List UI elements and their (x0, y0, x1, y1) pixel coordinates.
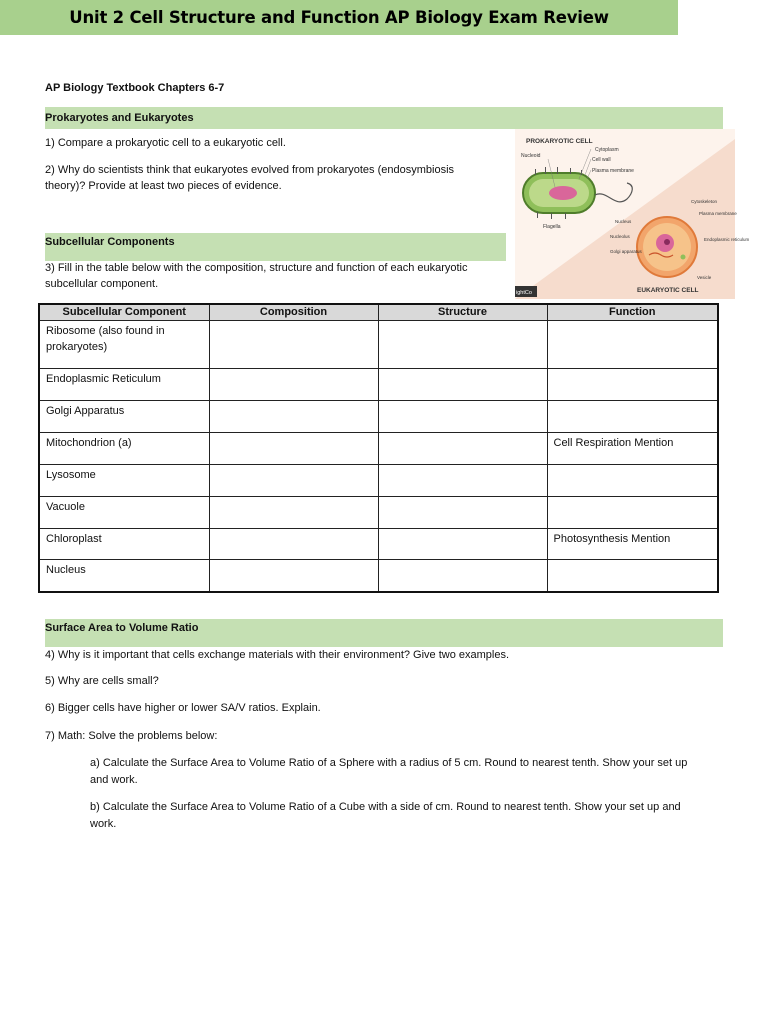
section-heading-subcellular: Subcellular Components (45, 236, 175, 248)
cell-composition[interactable] (209, 465, 378, 497)
question-6: 6) Bigger cells have higher or lower SA/V ratios. Explain. (45, 702, 321, 714)
table-row (39, 529, 718, 560)
question-7b-line-1: b) Calculate the Surface Area to Volume Ratio of a Cube with a side of cm. Round to nearest tenth. Show your set up and (90, 801, 681, 813)
cell-structure[interactable] (378, 321, 547, 369)
cell-function[interactable] (547, 321, 718, 369)
cell-structure[interactable] (378, 433, 547, 465)
cell-structure[interactable] (378, 529, 547, 560)
cell-component: Ribosome (also found in prokaryotes) (39, 321, 209, 369)
cell-structure[interactable] (378, 369, 547, 401)
page-title: Unit 2 Cell Structure and Function AP Biology Exam Review (69, 8, 609, 27)
label-cell-wall: Cell wall (592, 157, 611, 163)
cell-function[interactable]: Cell Respiration Mention (547, 433, 718, 465)
cell-function[interactable] (547, 465, 718, 497)
cell-diagram-svg (515, 129, 750, 299)
question-3-line-2: subcellular component. (45, 278, 159, 290)
header-function: Function (547, 304, 718, 321)
label-nucleus: Nucleus (615, 219, 632, 224)
label-euk-plasma-membrane: Plasma membrane (699, 211, 737, 216)
table-row (39, 497, 718, 529)
table-header-row (39, 304, 718, 321)
question-1: 1) Compare a prokaryotic cell to a eukaryotic cell. (45, 137, 286, 149)
cell-structure[interactable] (378, 497, 547, 529)
question-3-line-1: 3) Fill in the table below with the composition, structure and function of each eukaryotic (45, 262, 468, 274)
cell-composition[interactable] (209, 401, 378, 433)
prok-title: PROKARYOTIC CELL (526, 138, 593, 145)
prok-nucleoid (549, 186, 577, 200)
cell-component: Endoplasmic Reticulum (39, 369, 209, 401)
cell-function[interactable] (547, 497, 718, 529)
cell-function[interactable] (547, 560, 718, 592)
cell-composition[interactable] (209, 369, 378, 401)
euk-vesicle (681, 255, 686, 260)
cell-component: Golgi Apparatus (39, 401, 209, 433)
cell-function[interactable] (547, 401, 718, 433)
table-row (39, 321, 718, 369)
label-plasma-membrane: Plasma membrane (592, 168, 634, 174)
label-golgi-apparatus: Golgi apparatus (610, 249, 642, 254)
header-composition: Composition (209, 304, 378, 321)
cell-component: Vacuole (39, 497, 209, 529)
cell-structure[interactable] (378, 560, 547, 592)
question-7b-line-2: work. (90, 818, 117, 830)
label-nucleoid: Nucleoid (521, 153, 541, 159)
label-cytoskeleton: Cytoskeleton (691, 199, 718, 204)
cell-composition[interactable] (209, 560, 378, 592)
question-7a-line-2: and work. (90, 774, 138, 786)
eukaryote-cell (637, 217, 697, 277)
table-row (39, 401, 718, 433)
question-7a-line-1: a) Calculate the Surface Area to Volume Ratio of a Sphere with a radius of 5 cm. Round to nearest tenth. Show your set up (90, 757, 688, 769)
subtitle: AP Biology Textbook Chapters 6-7 (45, 82, 225, 94)
label-endoplasmic-reticulum: Endoplasmic reticulum (704, 237, 750, 242)
question-4: 4) Why is it important that cells exchange materials with their environment? Give two examples. (45, 649, 510, 661)
cell-composition[interactable] (209, 433, 378, 465)
header-structure: Structure (378, 304, 547, 321)
cell-structure[interactable] (378, 465, 547, 497)
question-7: 7) Math: Solve the problems below: (45, 730, 218, 742)
label-nucleolus: Nucleolus (610, 234, 630, 239)
subcellular-components-table (38, 303, 719, 593)
header-component: Subcellular Component (39, 304, 209, 321)
question-2-line-1: 2) Why do scientists think that eukaryotes evolved from prokaryotes (endosymbiosis (45, 164, 455, 176)
cell-component: Chloroplast (39, 529, 209, 560)
cell-function[interactable] (547, 369, 718, 401)
cell-diagram-figure (515, 129, 750, 299)
cell-composition[interactable] (209, 321, 378, 369)
question-2-line-2: theory)? Provide at least two pieces of evidence. (45, 180, 282, 192)
label-cytoplasm: Cytoplasm (595, 147, 619, 153)
table-row (39, 560, 718, 592)
label-vesicle: Vesicle (697, 275, 712, 280)
question-5: 5) Why are cells small? (45, 675, 159, 687)
logo-text: ightCo (516, 290, 532, 296)
cell-composition[interactable] (209, 529, 378, 560)
euk-nucleolus (664, 239, 670, 245)
cell-component: Nucleus (39, 560, 209, 592)
cell-component: Lysosome (39, 465, 209, 497)
cell-composition[interactable] (209, 497, 378, 529)
euk-title: EUKARYOTIC CELL (637, 287, 699, 294)
cell-function[interactable]: Photosynthesis Mention (547, 529, 718, 560)
section-heading-prokaryotes: Prokaryotes and Eukaryotes (45, 112, 194, 124)
section-heading-sav: Surface Area to Volume Ratio (45, 622, 199, 634)
title-banner (0, 0, 678, 35)
table-row (39, 433, 718, 465)
cell-component: Mitochondrion (a) (39, 433, 209, 465)
label-flagella: Flagella (543, 224, 561, 230)
table-row (39, 465, 718, 497)
cell-structure[interactable] (378, 401, 547, 433)
table-row (39, 369, 718, 401)
